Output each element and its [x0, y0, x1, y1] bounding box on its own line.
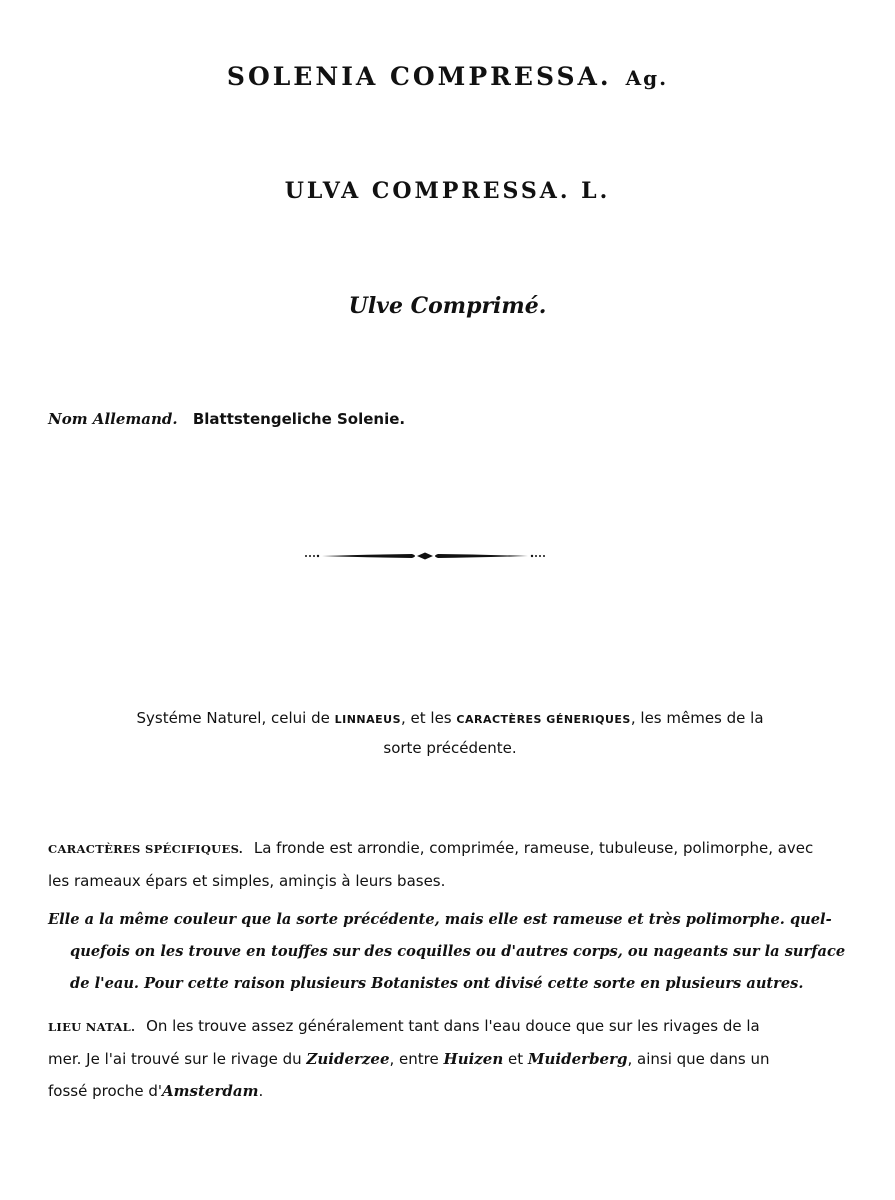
species-name: SOLENIA COMPRESSA. — [226, 62, 612, 91]
system-text-3: , les mêmes de la — [630, 709, 764, 727]
system-line-2: sorte précédente. — [383, 739, 517, 757]
french-name-title: Ulve Comprimé. — [348, 293, 547, 319]
place-amsterdam: Amsterdam — [162, 1082, 259, 1100]
habitat-text-1: On les trouve assez généralement tant dans l'eau douce que sur les rivages de la — [146, 1017, 760, 1035]
german-name-line — [48, 410, 405, 428]
specific-characters-paragraph — [48, 832, 868, 897]
description-line-2: quefois on les trouve en touffes sur des coquilles ou d'autres corps, ou nageants sur la surface — [70, 943, 846, 960]
natural-system-paragraph — [60, 704, 840, 763]
habitat-line-1 — [48, 1010, 868, 1043]
system-text-1: Systéme Naturel, celui de — [136, 709, 335, 727]
system-text-2: , et les — [401, 709, 457, 727]
habitat-line-3 — [48, 1075, 868, 1107]
habitat-text-3a: fossé proche d' — [48, 1082, 163, 1100]
generic-characters-label: CARACTÈRES GÉNERIQUES — [456, 713, 631, 726]
synonym-title: ULVA COMPRESSA. L. — [284, 178, 611, 204]
specific-characters-label: CARACTÈRES SPÉCIFIQUES. — [48, 842, 244, 856]
description-line-3: de l'eau. Pour cette raison plusieurs Botanistes ont divisé cette sorte en plusieurs autres. — [70, 975, 804, 992]
place-muiderberg: Muiderberg — [527, 1050, 628, 1068]
habitat-line-2 — [48, 1043, 868, 1075]
habitat-paragraph — [48, 1010, 868, 1107]
specific-line-2: les rameaux épars et simples, aminçis à leurs bases. — [48, 872, 446, 890]
ornamental-divider-icon — [300, 546, 550, 566]
place-huizen: Huizen — [443, 1050, 504, 1068]
specific-text-1: La fronde est arrondie, comprimée, rameuse, tubuleuse, polimorphe, avec — [253, 839, 814, 857]
german-name-value: Blattstengeliche Solenie. — [192, 410, 406, 428]
linnaeus-name: LINNAEUS — [334, 713, 401, 726]
habitat-text-2d: , ainsi que dans un — [627, 1050, 770, 1068]
specific-line-1 — [48, 832, 868, 865]
habitat-text-2b: , entre — [389, 1050, 444, 1068]
german-name-label: Nom Allemand. — [48, 410, 178, 428]
description-paragraph — [48, 904, 868, 1000]
place-zuiderzee: Zuiderzee — [306, 1050, 390, 1068]
habitat-text-2a: mer. Je l'ai trouvé sur le rivage du — [48, 1050, 307, 1068]
habitat-text-2c: et — [503, 1050, 528, 1068]
habitat-label: LIEU NATAL. — [48, 1020, 136, 1034]
system-line-1 — [60, 704, 840, 734]
species-author: Ag. — [625, 66, 669, 90]
habitat-text-3b: . — [258, 1082, 264, 1100]
description-line-1: Elle a la même couleur que la sorte précédente, mais elle est rameuse et très polimorphe. quel- — [48, 911, 832, 928]
species-title — [0, 62, 895, 91]
